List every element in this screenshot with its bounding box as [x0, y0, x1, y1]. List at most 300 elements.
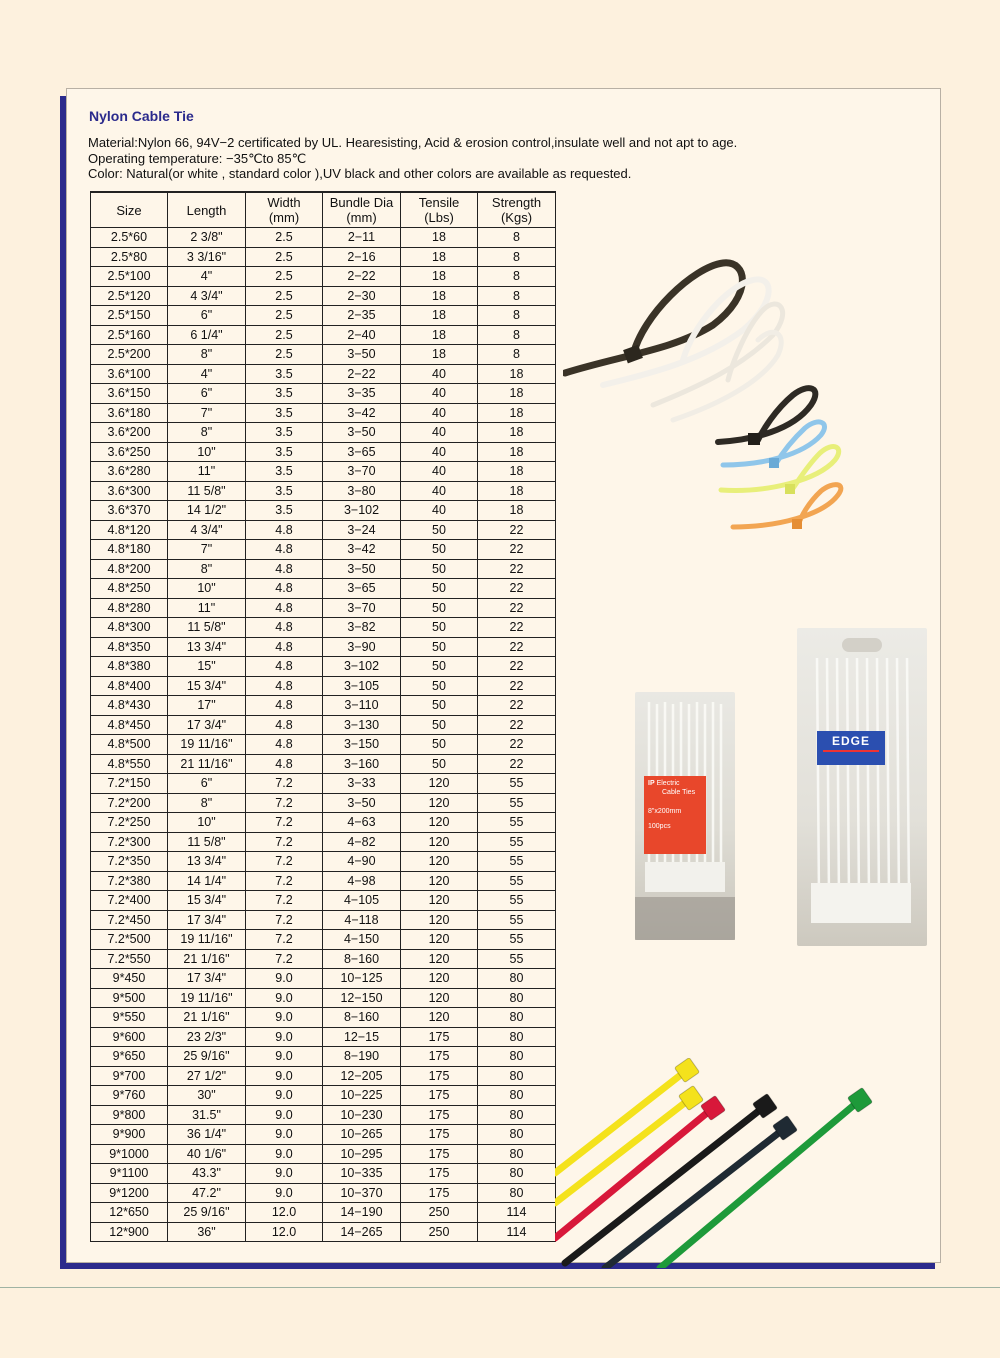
small-bag-label-line4: 100pcs	[648, 823, 671, 830]
cell-width: 12.0	[246, 1203, 323, 1223]
cell-size: 4.8*400	[91, 676, 168, 696]
table-row	[91, 442, 556, 462]
cell-size: 9*800	[91, 1105, 168, 1125]
table-row	[91, 1105, 556, 1125]
material-line: Material:Nylon 66, 94V−2 certificated by UL. Hearesisting, Acid & erosion control,insulate well and not apt to age.	[88, 135, 738, 150]
cell-tensile: 175	[401, 1086, 478, 1106]
cell-width: 7.2	[246, 891, 323, 911]
cell-tensile: 120	[401, 793, 478, 813]
cell-size: 3.6*280	[91, 462, 168, 482]
cell-length: 8"	[168, 559, 246, 579]
cell-size: 7.2*380	[91, 871, 168, 891]
cell-bundle-dia: 4−98	[323, 871, 401, 891]
table-row	[91, 306, 556, 326]
cell-tensile: 120	[401, 774, 478, 794]
cell-width: 3.5	[246, 462, 323, 482]
table-row	[91, 891, 556, 911]
table-row	[91, 637, 556, 657]
cell-strength: 22	[478, 657, 556, 677]
page-title: Nylon Cable Tie	[89, 108, 194, 124]
table-row	[91, 423, 556, 443]
small-bag-label-line1: Electric	[656, 780, 680, 787]
cell-strength: 80	[478, 1125, 556, 1145]
cell-size: 4.8*550	[91, 754, 168, 774]
cell-width: 2.5	[246, 306, 323, 326]
cell-tensile: 50	[401, 696, 478, 716]
cell-bundle-dia: 10−370	[323, 1183, 401, 1203]
col-header-tensile: Tensile (Lbs)	[401, 192, 478, 228]
cell-bundle-dia: 3−50	[323, 423, 401, 443]
cell-size: 9*600	[91, 1027, 168, 1047]
cell-width: 7.2	[246, 832, 323, 852]
cell-size: 7.2*200	[91, 793, 168, 813]
cell-length: 36 1/4"	[168, 1125, 246, 1145]
cell-bundle-dia: 10−295	[323, 1144, 401, 1164]
cell-length: 17 3/4"	[168, 910, 246, 930]
cell-size: 3.6*200	[91, 423, 168, 443]
cell-bundle-dia: 2−22	[323, 364, 401, 384]
cell-tensile: 50	[401, 657, 478, 677]
cell-tensile: 18	[401, 345, 478, 365]
cell-width: 3.5	[246, 364, 323, 384]
cell-bundle-dia: 8−190	[323, 1047, 401, 1067]
cell-width: 4.8	[246, 520, 323, 540]
cell-size: 4.8*280	[91, 598, 168, 618]
cell-size: 2.5*160	[91, 325, 168, 345]
cell-strength: 22	[478, 540, 556, 560]
cell-width: 7.2	[246, 774, 323, 794]
cell-strength: 8	[478, 306, 556, 326]
cell-length: 14 1/2"	[168, 501, 246, 521]
cell-strength: 80	[478, 1008, 556, 1028]
table-row	[91, 1144, 556, 1164]
table-row	[91, 1183, 556, 1203]
cell-width: 2.5	[246, 286, 323, 306]
cell-length: 17 3/4"	[168, 969, 246, 989]
cell-width: 2.5	[246, 247, 323, 267]
spec-table	[90, 191, 556, 1242]
cell-strength: 114	[478, 1222, 556, 1242]
cell-length: 4 3/4"	[168, 520, 246, 540]
cell-strength: 80	[478, 1183, 556, 1203]
cell-tensile: 50	[401, 559, 478, 579]
col-header-length: Length	[168, 192, 246, 228]
cell-strength: 55	[478, 852, 556, 872]
cell-size: 3.6*370	[91, 501, 168, 521]
cell-size: 3.6*100	[91, 364, 168, 384]
cell-bundle-dia: 3−50	[323, 559, 401, 579]
table-row	[91, 1164, 556, 1184]
cell-length: 25 9/16"	[168, 1047, 246, 1067]
coiled-cable-ties-photo	[563, 255, 848, 545]
table-row	[91, 754, 556, 774]
cell-bundle-dia: 10−335	[323, 1164, 401, 1184]
table-row	[91, 286, 556, 306]
table-row	[91, 364, 556, 384]
cell-tensile: 50	[401, 598, 478, 618]
table-row	[91, 852, 556, 872]
table-row	[91, 969, 556, 989]
table-row	[91, 228, 556, 248]
cell-strength: 22	[478, 637, 556, 657]
cell-size: 7.2*550	[91, 949, 168, 969]
cell-bundle-dia: 3−160	[323, 754, 401, 774]
cell-bundle-dia: 12−15	[323, 1027, 401, 1047]
cell-tensile: 50	[401, 715, 478, 735]
cell-bundle-dia: 14−190	[323, 1203, 401, 1223]
cell-tensile: 120	[401, 910, 478, 930]
cell-bundle-dia: 3−102	[323, 657, 401, 677]
cell-strength: 55	[478, 910, 556, 930]
table-row	[91, 949, 556, 969]
cell-width: 4.8	[246, 540, 323, 560]
cell-length: 4 3/4"	[168, 286, 246, 306]
cell-strength: 8	[478, 247, 556, 267]
bag-ties-icon	[797, 628, 927, 946]
cell-bundle-dia: 3−130	[323, 715, 401, 735]
cell-width: 4.8	[246, 676, 323, 696]
cell-length: 7"	[168, 540, 246, 560]
cell-width: 9.0	[246, 1027, 323, 1047]
cell-strength: 80	[478, 1047, 556, 1067]
table-row	[91, 598, 556, 618]
cell-strength: 18	[478, 384, 556, 404]
cell-strength: 80	[478, 1144, 556, 1164]
cell-width: 4.8	[246, 657, 323, 677]
cell-length: 40 1/6"	[168, 1144, 246, 1164]
cell-strength: 18	[478, 364, 556, 384]
cell-strength: 55	[478, 891, 556, 911]
cell-size: 4.8*200	[91, 559, 168, 579]
cable-tie-strap	[555, 1098, 691, 1203]
cell-tensile: 120	[401, 832, 478, 852]
cell-bundle-dia: 4−105	[323, 891, 401, 911]
cell-tensile: 50	[401, 637, 478, 657]
table-row	[91, 481, 556, 501]
table-row	[91, 1086, 556, 1106]
table-row	[91, 1222, 556, 1242]
cell-width: 3.5	[246, 501, 323, 521]
table-row	[91, 676, 556, 696]
cell-length: 17"	[168, 696, 246, 716]
cell-width: 7.2	[246, 793, 323, 813]
cell-strength: 22	[478, 618, 556, 638]
cell-width: 9.0	[246, 969, 323, 989]
cell-tensile: 120	[401, 969, 478, 989]
cell-bundle-dia: 10−125	[323, 969, 401, 989]
large-bag-stripe	[823, 750, 879, 752]
cell-bundle-dia: 10−230	[323, 1105, 401, 1125]
cell-strength: 80	[478, 1086, 556, 1106]
cell-size: 7.2*400	[91, 891, 168, 911]
cell-strength: 8	[478, 228, 556, 248]
small-cable-tie-bag-photo	[635, 692, 735, 940]
cell-bundle-dia: 3−42	[323, 403, 401, 423]
cell-tensile: 250	[401, 1203, 478, 1223]
cell-length: 11 5/8"	[168, 481, 246, 501]
table-row	[91, 657, 556, 677]
cell-width: 2.5	[246, 267, 323, 287]
cell-size: 4.8*250	[91, 579, 168, 599]
cell-bundle-dia: 4−82	[323, 832, 401, 852]
cell-size: 4.8*430	[91, 696, 168, 716]
cell-width: 2.5	[246, 228, 323, 248]
cell-length: 10"	[168, 442, 246, 462]
cell-strength: 55	[478, 871, 556, 891]
col-header-strength: Strength (Kgs)	[478, 192, 556, 228]
cell-bundle-dia: 3−65	[323, 442, 401, 462]
cell-length: 19 11/16"	[168, 930, 246, 950]
cell-width: 4.8	[246, 598, 323, 618]
cell-strength: 18	[478, 403, 556, 423]
cell-bundle-dia: 2−11	[323, 228, 401, 248]
cell-width: 9.0	[246, 1066, 323, 1086]
cell-bundle-dia: 3−50	[323, 793, 401, 813]
cell-bundle-dia: 3−90	[323, 637, 401, 657]
cell-tensile: 18	[401, 306, 478, 326]
cell-length: 21 1/16"	[168, 1008, 246, 1028]
cell-strength: 80	[478, 1105, 556, 1125]
cell-bundle-dia: 3−110	[323, 696, 401, 716]
cell-bundle-dia: 3−70	[323, 462, 401, 482]
cell-bundle-dia: 3−150	[323, 735, 401, 755]
cell-length: 27 1/2"	[168, 1066, 246, 1086]
cable-tie-strap	[605, 1128, 785, 1268]
cell-length: 6"	[168, 774, 246, 794]
cell-size: 2.5*120	[91, 286, 168, 306]
cell-tensile: 40	[401, 481, 478, 501]
cell-strength: 80	[478, 1066, 556, 1086]
cell-length: 25 9/16"	[168, 1203, 246, 1223]
cell-size: 9*760	[91, 1086, 168, 1106]
cell-bundle-dia: 3−65	[323, 579, 401, 599]
cell-tensile: 120	[401, 930, 478, 950]
cell-strength: 80	[478, 1027, 556, 1047]
table-row	[91, 520, 556, 540]
cell-size: 9*500	[91, 988, 168, 1008]
cell-bundle-dia: 4−150	[323, 930, 401, 950]
cell-length: 19 11/16"	[168, 988, 246, 1008]
page-divider	[0, 1287, 1000, 1288]
table-row	[91, 871, 556, 891]
cell-width: 7.2	[246, 852, 323, 872]
cell-tensile: 175	[401, 1047, 478, 1067]
cell-tensile: 250	[401, 1222, 478, 1242]
cell-strength: 8	[478, 325, 556, 345]
cell-strength: 55	[478, 930, 556, 950]
cell-width: 3.5	[246, 442, 323, 462]
cell-width: 7.2	[246, 949, 323, 969]
table-row	[91, 462, 556, 482]
cell-length: 11 5/8"	[168, 618, 246, 638]
cable-tie-strap	[565, 1106, 765, 1263]
cell-length: 10"	[168, 813, 246, 833]
cell-tensile: 40	[401, 442, 478, 462]
cell-strength: 22	[478, 735, 556, 755]
table-row	[91, 384, 556, 404]
table-row	[91, 1047, 556, 1067]
cell-size: 7.2*300	[91, 832, 168, 852]
cell-tensile: 50	[401, 520, 478, 540]
cell-bundle-dia: 10−265	[323, 1125, 401, 1145]
cell-strength: 22	[478, 520, 556, 540]
cell-tensile: 40	[401, 423, 478, 443]
cell-size: 4.8*380	[91, 657, 168, 677]
cell-width: 4.8	[246, 637, 323, 657]
cell-width: 4.8	[246, 696, 323, 716]
cell-size: 9*450	[91, 969, 168, 989]
cell-size: 7.2*450	[91, 910, 168, 930]
cell-size: 7.2*150	[91, 774, 168, 794]
cell-strength: 22	[478, 696, 556, 716]
temperature-line: Operating temperature: −35℃to 85℃	[88, 150, 307, 166]
cell-strength: 8	[478, 345, 556, 365]
table-row	[91, 696, 556, 716]
cell-size: 4.8*500	[91, 735, 168, 755]
cell-length: 8"	[168, 793, 246, 813]
table-row	[91, 579, 556, 599]
cell-tensile: 120	[401, 949, 478, 969]
cell-tensile: 175	[401, 1027, 478, 1047]
cell-strength: 18	[478, 462, 556, 482]
cell-bundle-dia: 4−90	[323, 852, 401, 872]
cell-size: 9*1200	[91, 1183, 168, 1203]
cell-bundle-dia: 2−22	[323, 267, 401, 287]
cell-length: 17 3/4"	[168, 715, 246, 735]
cell-size: 9*1000	[91, 1144, 168, 1164]
cell-width: 4.8	[246, 559, 323, 579]
cell-tensile: 175	[401, 1144, 478, 1164]
cell-tensile: 120	[401, 871, 478, 891]
cell-size: 2.5*150	[91, 306, 168, 326]
cell-length: 43.3"	[168, 1164, 246, 1184]
cell-tensile: 18	[401, 286, 478, 306]
cell-tensile: 50	[401, 579, 478, 599]
cell-length: 6"	[168, 384, 246, 404]
cell-size: 12*650	[91, 1203, 168, 1223]
cell-width: 9.0	[246, 1105, 323, 1125]
cell-bundle-dia: 14−265	[323, 1222, 401, 1242]
table-row	[91, 1125, 556, 1145]
cell-bundle-dia: 10−225	[323, 1086, 401, 1106]
cell-size: 9*700	[91, 1066, 168, 1086]
cell-length: 11"	[168, 462, 246, 482]
table-row	[91, 247, 556, 267]
cell-strength: 22	[478, 676, 556, 696]
cell-tensile: 40	[401, 364, 478, 384]
cell-tensile: 120	[401, 852, 478, 872]
cable-tie-strap	[555, 1108, 713, 1238]
cell-strength: 80	[478, 988, 556, 1008]
cell-width: 7.2	[246, 871, 323, 891]
cell-tensile: 175	[401, 1125, 478, 1145]
cell-size: 3.6*150	[91, 384, 168, 404]
cell-strength: 55	[478, 949, 556, 969]
cell-strength: 55	[478, 813, 556, 833]
cell-size: 9*900	[91, 1125, 168, 1145]
cell-length: 4"	[168, 364, 246, 384]
small-bag-brand: IP	[648, 780, 655, 787]
cell-bundle-dia: 2−16	[323, 247, 401, 267]
cell-strength: 55	[478, 774, 556, 794]
cell-bundle-dia: 12−150	[323, 988, 401, 1008]
cell-tensile: 120	[401, 1008, 478, 1028]
table-row	[91, 774, 556, 794]
cell-strength: 18	[478, 442, 556, 462]
small-bag-label-line3: 8"x200mm	[648, 808, 682, 815]
cell-size: 4.8*120	[91, 520, 168, 540]
cell-strength: 55	[478, 793, 556, 813]
cell-strength: 80	[478, 1164, 556, 1184]
left-accent-bar	[60, 96, 66, 1269]
cell-length: 11"	[168, 598, 246, 618]
cell-bundle-dia: 3−105	[323, 676, 401, 696]
cell-length: 47.2"	[168, 1183, 246, 1203]
table-row	[91, 403, 556, 423]
cell-size: 12*900	[91, 1222, 168, 1242]
cell-width: 12.0	[246, 1222, 323, 1242]
cell-tensile: 18	[401, 325, 478, 345]
table-row	[91, 618, 556, 638]
cell-width: 3.5	[246, 384, 323, 404]
cell-bundle-dia: 4−63	[323, 813, 401, 833]
cell-width: 3.5	[246, 481, 323, 501]
table-row	[91, 559, 556, 579]
cell-strength: 8	[478, 286, 556, 306]
cell-size: 4.8*450	[91, 715, 168, 735]
cell-size: 7.2*500	[91, 930, 168, 950]
cell-bundle-dia: 3−35	[323, 384, 401, 404]
table-row	[91, 735, 556, 755]
cell-size: 9*650	[91, 1047, 168, 1067]
cell-tensile: 40	[401, 501, 478, 521]
cell-width: 4.8	[246, 618, 323, 638]
table-row	[91, 930, 556, 950]
table-row	[91, 715, 556, 735]
cell-bundle-dia: 2−30	[323, 286, 401, 306]
cell-bundle-dia: 3−50	[323, 345, 401, 365]
table-row	[91, 501, 556, 521]
cell-size: 3.6*250	[91, 442, 168, 462]
table-row	[91, 832, 556, 852]
cell-length: 15"	[168, 657, 246, 677]
cell-strength: 18	[478, 423, 556, 443]
cell-width: 7.2	[246, 910, 323, 930]
cell-bundle-dia: 3−24	[323, 520, 401, 540]
cell-strength: 22	[478, 559, 556, 579]
table-body	[91, 228, 556, 1242]
table-row	[91, 793, 556, 813]
cell-strength: 55	[478, 832, 556, 852]
large-bag-brand: EDGE	[831, 734, 870, 748]
cell-strength: 80	[478, 969, 556, 989]
cell-length: 6 1/4"	[168, 325, 246, 345]
cell-width: 7.2	[246, 813, 323, 833]
cell-length: 31.5"	[168, 1105, 246, 1125]
cell-length: 15 3/4"	[168, 676, 246, 696]
cell-length: 8"	[168, 423, 246, 443]
cell-tensile: 40	[401, 403, 478, 423]
cell-length: 19 11/16"	[168, 735, 246, 755]
cell-tensile: 50	[401, 754, 478, 774]
table-row	[91, 813, 556, 833]
cell-tensile: 18	[401, 247, 478, 267]
cell-width: 3.5	[246, 403, 323, 423]
cell-size: 4.8*300	[91, 618, 168, 638]
cell-length: 7"	[168, 403, 246, 423]
cell-bundle-dia: 8−160	[323, 1008, 401, 1028]
cell-bundle-dia: 3−70	[323, 598, 401, 618]
